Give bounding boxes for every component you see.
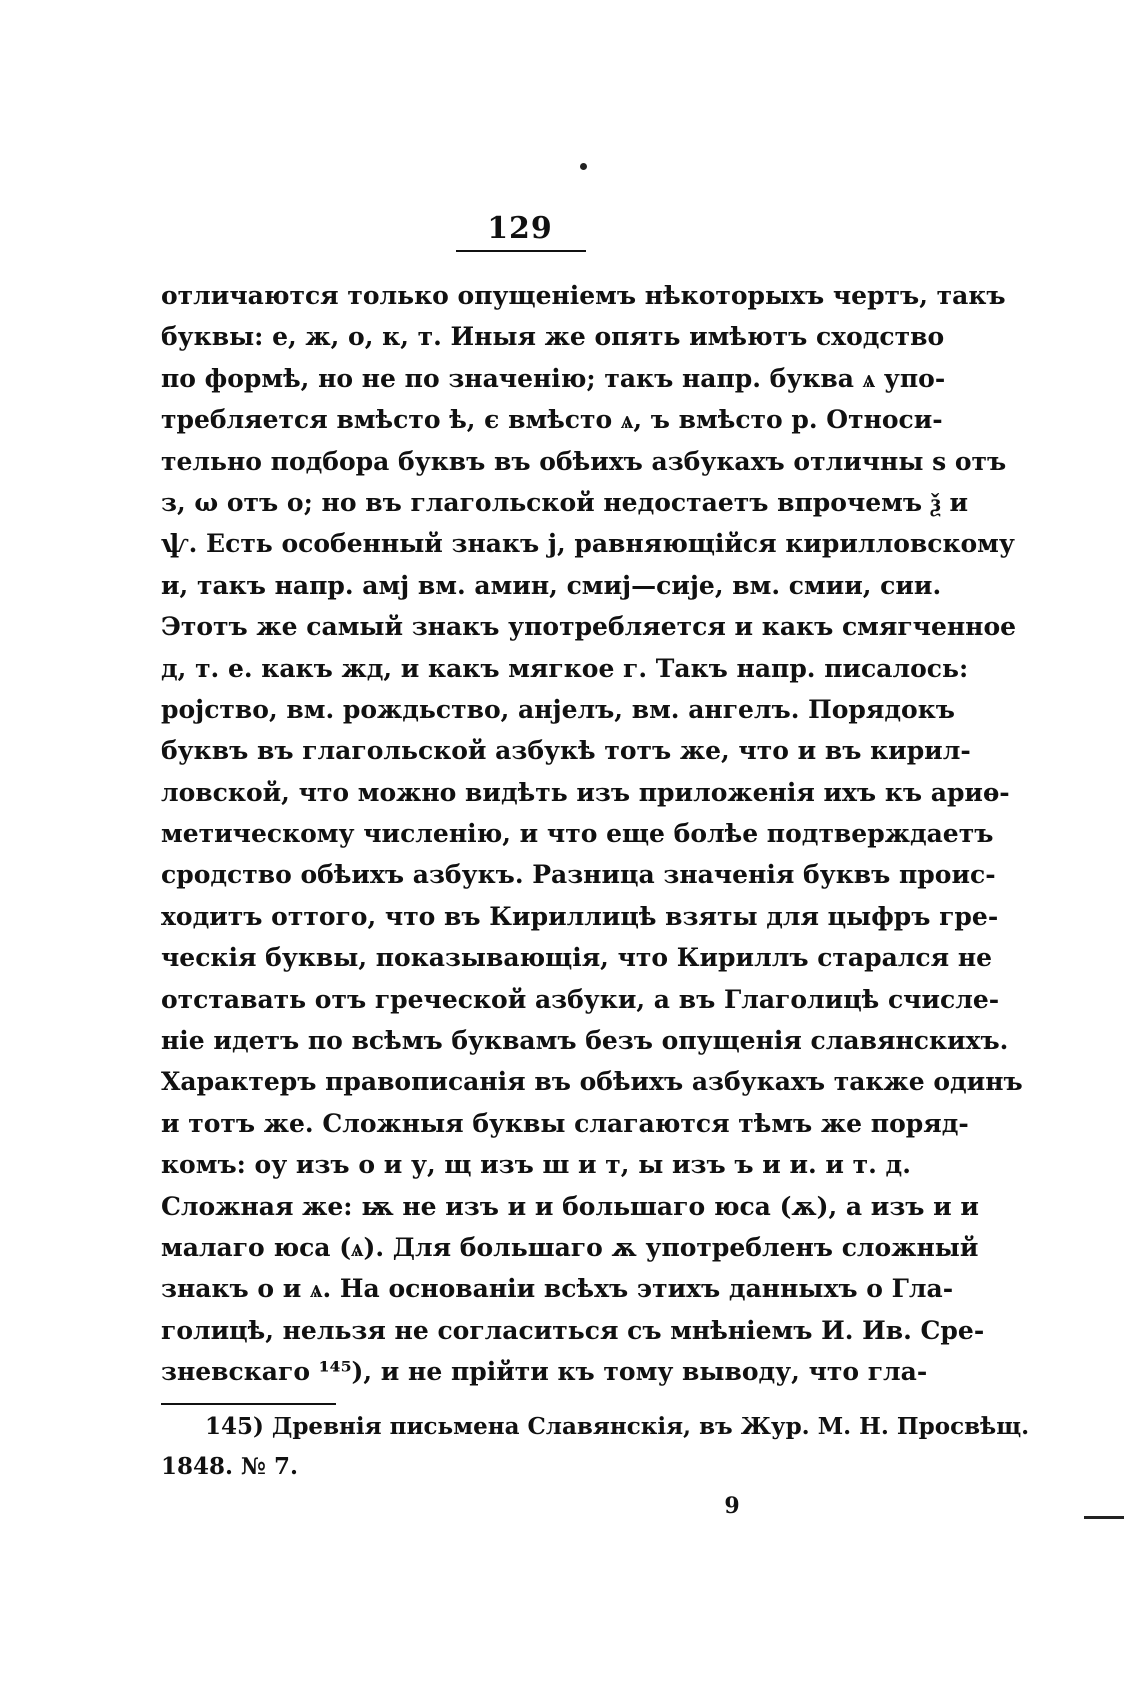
text-line: и тотъ же. Сложныя буквы слагаются тѣмъ же поряд-	[161, 1108, 969, 1138]
text-line: тельно подбора буквъ въ обѣихъ азбукахъ отличны s отъ	[161, 446, 1007, 476]
text-line: ѱ. Есть особенный знакъ ј, равняющійся кирилловскому	[161, 529, 1015, 559]
text-line: з, ω отъ о; но въ глагольской недостаетъ впрочемъ ѯ и	[161, 487, 969, 517]
text-line: метическому численію, и что еще болѣе подтверждаетъ	[161, 819, 994, 849]
signature-mark: 9	[724, 1493, 740, 1519]
scan-edge-mark	[1084, 1516, 1124, 1519]
text-line: буквы: е, ж, о, к, т. Иныя же опять имѣютъ сходство	[161, 322, 945, 352]
page-number: 129	[487, 211, 553, 246]
text-line: Характеръ правописанія въ обѣихъ азбукахъ также одинъ	[161, 1067, 1023, 1097]
text-line: по формѣ, но не по значенію; такъ напр. буква ѧ упо-	[161, 363, 946, 393]
text-line: отставать отъ греческой азбуки, а въ Глаголицѣ счисле-	[161, 984, 1000, 1014]
text-line: знакъ о и ѧ. На основаніи всѣхъ этихъ данныхъ о Гла-	[161, 1274, 954, 1304]
text-line: ројство, вм. рождьство, анјелъ, вм. ангелъ. Порядокъ	[161, 694, 955, 724]
text-line: сродство обѣихъ азбукъ. Разница значенія буквъ проис-	[161, 860, 996, 890]
footnote-line: 145) Древнія письмена Славянскія, въ Жур. М. Н. Просвѣщ.	[205, 1413, 1030, 1440]
text-line: малаго юса (ѧ). Для большаго ѫ употребленъ сложный	[161, 1232, 979, 1262]
scan-speck	[580, 163, 587, 170]
text-line: требляется вмѣсто ѣ, є вмѣсто ѧ, ъ вмѣсто р. Относи-	[161, 405, 943, 435]
text-line: Сложная же: ѭ не изъ и и большаго юса (ѫ), а изъ и и	[161, 1191, 979, 1221]
text-line: ловской, что можно видѣть изъ приложенія ихъ къ ариѳ-	[161, 777, 1010, 807]
header-rule	[456, 250, 586, 252]
text-line: ніе идетъ по всѣмъ буквамъ безъ опущенія славянскихъ.	[161, 1026, 1009, 1056]
text-line: ческія буквы, показывающія, что Кириллъ старался не	[161, 943, 993, 973]
body-text	[161, 275, 1023, 1393]
text-line: голицѣ, нельзя не согласиться съ мнѣніемъ И. Ив. Сре-	[161, 1315, 985, 1345]
text-line: буквъ въ глагольской азбукѣ тотъ же, что и въ кирил-	[161, 736, 971, 766]
text-line: зневскаго ¹⁴⁵), и не прійти къ тому выводу, что гла-	[161, 1357, 928, 1387]
text-line: ходитъ оттого, что въ Кириллицѣ взяты для цыфръ гре-	[161, 901, 999, 931]
text-line: отличаются только опущеніемъ нѣкоторыхъ чертъ, такъ	[161, 281, 1006, 310]
text-line: и, такъ напр. амј вм. амин, смиј—сије, вм. смии, сии.	[161, 570, 942, 600]
text-line: д, т. е. какъ жд, и какъ мягкое г. Такъ напр. писалось:	[161, 653, 969, 683]
text-line: Этотъ же самый знакъ употребляется и какъ смягченное	[161, 612, 1017, 642]
footnote-rule	[161, 1403, 336, 1405]
footnote	[161, 1407, 1030, 1487]
text-line: комъ: оу изъ о и у, щ изъ ш и т, ы изъ ъ и и. и т. д.	[161, 1150, 911, 1180]
footnote-line: 1848. № 7.	[161, 1453, 299, 1480]
